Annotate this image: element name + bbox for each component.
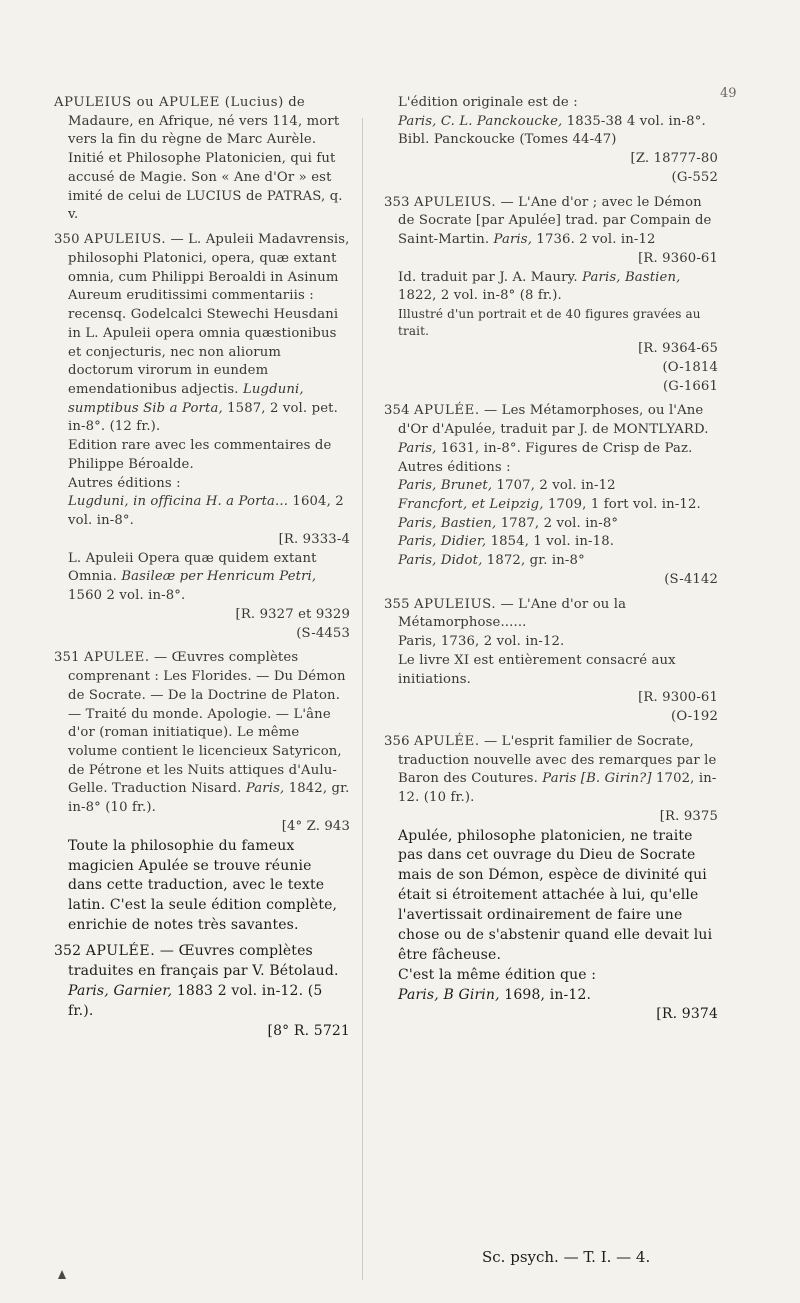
entry-imprint: Paris, Didot, (398, 553, 483, 569)
entry-imprint-details: 1587, 2 vol. pet. in-8°. (12 fr.). (68, 400, 338, 435)
library-reference: [R. 9327 et 9329 (235, 606, 350, 622)
entry-imprint-details: 1709, 1 fort vol. in-12. (547, 497, 701, 513)
entry-imprint-details: 1854, 1 vol. in-18. (490, 534, 615, 550)
entry-350 (54, 231, 350, 643)
entry-number: 355 (384, 596, 410, 612)
entry-text: — Les Métamorphoses, ou l'Ane d'Or d'Apulée, traduit par J. de MONTLYARD. (398, 403, 709, 438)
entry-356 (384, 733, 718, 1025)
entry-heading: APULEIUS ou APULEE (Lucius) (54, 95, 284, 110)
entry-imprint: Paris, (245, 781, 285, 797)
entry-text: — L. Apuleii Madavrensis, philosophi Platonici, opera, quæ extant omnia, cum Philippi Beroaldi in Asinum Aureum eruditissimi commentariis : recensq. Godelcalci Stewechi Heusdani in L. Apuleii opera omnia quæstionibus et conjecturis, nec non aliorum doctorum virorum in eundem emendationibus adjectis. (68, 232, 350, 398)
library-reference: [R. 9300-61 (638, 690, 718, 706)
entry-note: Illustré d'un portrait et de 40 figures gravées au trait. (398, 307, 701, 339)
entry-imprint: Francfort, et Leipzig, (398, 497, 544, 513)
entry-imprint: Paris, (398, 634, 437, 650)
entry-imprint-details: 1835-38 4 vol. in-8°. (566, 113, 706, 129)
entry-number: 354 (384, 403, 410, 419)
entry-imprint-details: 1736. 2 vol. in-12 (536, 232, 656, 248)
entry-imprint-details: 1698, in-12. (504, 986, 592, 1003)
entry-351 (54, 649, 350, 936)
entry-355 (384, 596, 718, 727)
entry-number: 351 (54, 650, 80, 666)
entry-imprint: Paris, (493, 232, 533, 248)
entry-heading: APULEIUS. (83, 232, 167, 248)
page-number: 49 (720, 86, 737, 101)
entry-heading: APULÉE. (413, 403, 480, 419)
library-reference: (O-192 (671, 709, 718, 725)
other-edition (68, 550, 350, 606)
entry-imprint: Paris, (398, 440, 437, 456)
entry-text: L'édition originale est de : (398, 95, 578, 110)
entry-heading: APULEIUS. (413, 596, 497, 612)
other-editions-label: Autres éditions : (398, 459, 511, 475)
library-reference: [R. 9333-4 (278, 531, 350, 547)
entry-353 (384, 194, 718, 397)
library-reference: [Z. 18777-80 (630, 151, 718, 167)
entry-imprint-details: 1560 2 vol. in-8°. (68, 588, 186, 604)
entry-note: Edition rare avec les commentaires de Philippe Béroalde. (68, 438, 332, 472)
entry-imprint: Paris, Bastien, (582, 269, 681, 285)
library-reference: [4° Z. 943 (281, 818, 350, 834)
entry-352 (54, 942, 350, 1041)
entry-imprint-details: 1631, in-8°. Figures de Crisp de Paz. (440, 440, 693, 456)
entry-imprint-details: 1707, 2 vol. in-12 (496, 478, 616, 494)
entry-note: Toute la philosophie du fameux magicien Apulée se trouve réunie dans cette traduction, avec le texte latin. C'est la seule édition complète, enrichie de notes très savantes. (68, 837, 338, 934)
entry-imprint-details: 1842, gr. in-8° (10 fr.). (68, 781, 350, 816)
entry-text: — L'Ane d'or ; avec le Démon de Socrate [par Apulée] trad. par Compain de Saint-Martin. (398, 194, 712, 248)
entry-imprint: Paris [B. Girin?] (542, 771, 652, 787)
entry-imprint-details: 1604, 2 vol. in-8°. (68, 494, 344, 529)
entry-imprint: Lugduni, sumptibus Sib a Porta, (68, 382, 304, 416)
entry-number: 353 (384, 194, 410, 210)
entry-imprint: Basileæ per Henricum Petri, (121, 569, 317, 585)
entry-imprint-details: 1872, gr. in-8° (486, 553, 585, 569)
library-reference: [R. 9360-61 (638, 250, 718, 266)
entry-imprint-details: 1822, 2 vol. in-8° (8 fr.). (398, 288, 562, 304)
entry-heading: APULEE. (83, 650, 150, 666)
entry-number: 356 (384, 733, 410, 749)
column-rule (362, 118, 363, 1280)
entry-bibliotheque: Bibl. Panckoucke (Tomes 44-47) (398, 132, 617, 148)
entry-apuleius-xref (54, 94, 350, 225)
entry-number: 350 (54, 232, 80, 248)
entry-imprint: Paris, Didier, (398, 534, 487, 550)
entry-imprint: Paris, Brunet, (398, 478, 493, 494)
entry-imprint-details: 1787, 2 vol. in-8° (500, 515, 619, 531)
entry-imprint: Paris, Garnier, (68, 982, 173, 999)
entry-text: — Œuvres complètes comprenant : Les Florides. — Du Démon de Socrate. — De la Doctrine de Platon. — Traité du monde. Apologie. — L'âne d'or (roman initiatique). Le même volume contient le licencieux Satyricon, de Pétrone et les Nuits attiques d'Aulu-Gelle. Traduction Nisard. (68, 650, 346, 797)
entry-imprint: Paris, Bastien, (398, 515, 497, 531)
library-reference: [R. 9374 (656, 1006, 718, 1023)
entry-text: de Madaure, en Afrique, né vers 114, mort vers la fin du règne de Marc Aurèle. Initié et Philosophe Platonicien, qui fut accusé de Magie. Son « Ane d'Or » est imité de celui de LUCIUS de PATRAS, q. v. (68, 95, 343, 223)
entry-354 (384, 402, 718, 589)
right-column (384, 94, 718, 1031)
library-reference: (S-4453 (296, 625, 350, 641)
other-editions-label: Autres éditions : (68, 475, 181, 491)
entry-imprint-details: 1883 2 vol. in-12. (5 fr.). (68, 982, 323, 1019)
left-column (54, 94, 350, 1047)
library-reference: (G-1661 (663, 378, 718, 394)
entry-heading: APULÉE. (413, 733, 480, 749)
library-reference: [R. 9364-65 (638, 341, 718, 357)
entry-text: L. Apuleii Opera quæ quidem extant Omnia. (68, 550, 317, 585)
entry-heading: APULÉE. (85, 943, 156, 960)
entry-imprint: Lugduni, in officina H. a Porta... (68, 494, 289, 510)
entry-text: — L'esprit familier de Socrate, traduction nouvelle avec des remarques par le Baron des Coutures. (398, 733, 717, 787)
entry-original-edition (384, 94, 718, 188)
printer-mark-icon (58, 1270, 66, 1279)
entry-note: Apulée, philosophe platonicien, ne traite pas dans cet ouvrage du Dieu de Socrate mais de son Démon, espèce de divinité qui était si étroitement attachée à lui, qu'elle l'avertissait ordinairement de faire une chose ou de s'abstenir quand elle devait lui être fâcheuse. (398, 827, 713, 963)
library-reference: (G-552 (671, 169, 718, 185)
entry-number: 352 (54, 943, 82, 960)
library-reference: (O-1814 (662, 359, 718, 375)
entry-text: — Œuvres complètes traduites en français par V. Bétolaud. (68, 943, 339, 979)
library-reference: [R. 9375 (659, 808, 718, 824)
entry-heading: APULEIUS. (413, 194, 497, 210)
entry-note: Le livre XI est entièrement consacré aux initiations. (398, 652, 676, 687)
entry-imprint: Paris, C. L. Panckoucke, (398, 113, 563, 129)
entry-text: Id. traduit par J. A. Maury. (398, 269, 578, 285)
entry-text: — L'Ane d'or ou la Métamorphose...... (398, 596, 627, 631)
library-reference: (S-4142 (664, 571, 718, 587)
library-reference: [8° R. 5721 (267, 1022, 350, 1039)
other-edition (68, 493, 350, 530)
entry-imprint-details: 1736, 2 vol. in-12. (440, 634, 565, 650)
entry-text: C'est la même édition que : (398, 966, 597, 983)
entry-imprint-details: 1702, in-12. (10 fr.). (398, 771, 717, 806)
entry-imprint: Paris, B Girin, (398, 986, 500, 1003)
footer-signature: Sc. psych. — T. I. — 4. (482, 1248, 651, 1266)
